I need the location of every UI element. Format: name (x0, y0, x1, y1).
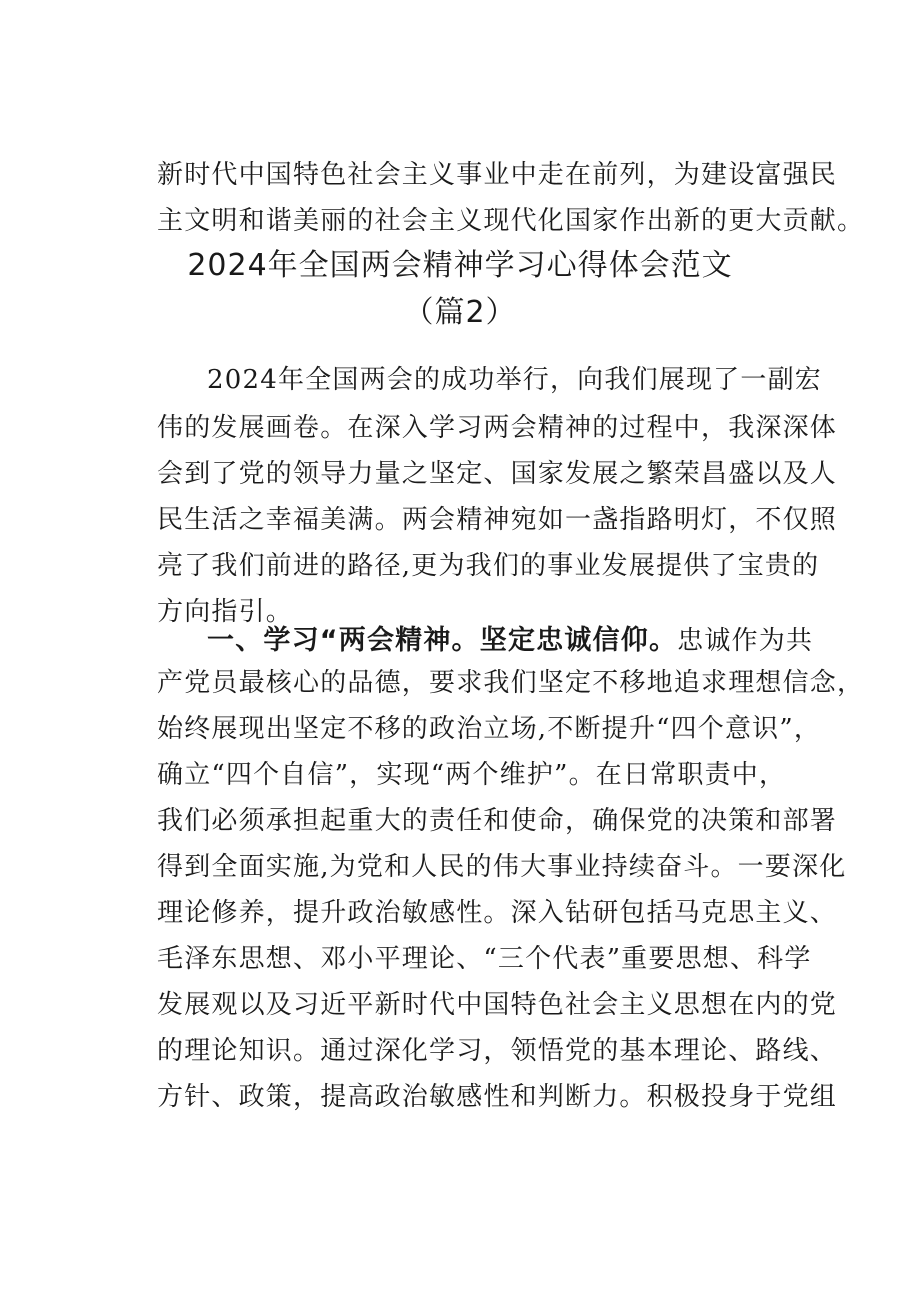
prev-section-line-1: 新时代中国特色社会主义事业中走在前列，为建设富强民 (157, 160, 838, 190)
section1-line-8: 毛泽东思想、邓小平理论、“三个代表”重要思想、科学 (157, 944, 812, 974)
intro-line-2: 伟的发展画卷。在深入学习两会精神的过程中，我深深体 (157, 413, 838, 443)
section1-line-11: 方针、政策，提高政治敏感性和判断力。积极投身于党组 (157, 1082, 838, 1112)
section1-line-6: 得到全面实施,为党和人民的伟大事业持续奋斗。一要深化 (157, 852, 847, 882)
intro-line-5: 亮了我们前进的路径,更为我们的事业发展提供了宝贵的 (157, 551, 820, 581)
intro-line-3: 会到了党的领导力量之坚定、国家发展之繁荣昌盛以及人 (157, 459, 838, 489)
section1-line-3: 始终展现出坚定不移的政治立场,不断提升“四个意识”， (157, 714, 822, 744)
section1-line-7: 理论修养，提升政治敏感性。深入钻研包括马克思主义、 (157, 898, 838, 928)
article-subtitle: （篇2） (403, 295, 517, 330)
section1-line-2: 产党员最核心的品德，要求我们坚定不移地追求理想信念， (157, 668, 865, 698)
intro-line-1: 2024年全国两会的成功举行，向我们展现了一副宏 (207, 365, 822, 395)
section1-heading: 一、学习“两会精神。坚定忠诚信仰。 (207, 625, 678, 656)
section1-line-9: 发展观以及习近平新时代中国特色社会主义思想在内的党 (157, 990, 838, 1020)
section1-line-5: 我们必须承担起重大的责任和使命，确保党的决策和部署 (157, 806, 838, 836)
section1-line-4: 确立“四个自信”，实现“两个维护”。在日常职责中， (157, 760, 787, 790)
section1-first-line (207, 621, 814, 661)
intro-line-4: 民生活之幸福美满。两会精神宛如一盏指路明灯，不仅照 (157, 505, 838, 535)
prev-section-line-2: 主文明和谐美丽的社会主义现代化国家作出新的更大贡献。 (157, 206, 865, 236)
section1-first-line-text: 忠诚作为共 (677, 626, 814, 656)
article-title: 2024年全国两会精神学习心得体会范文 (187, 248, 733, 283)
section1-line-10: 的理论知识。通过深化学习，领悟党的基本理论、路线、 (157, 1036, 838, 1066)
intro-line-6: 方向指引。 (157, 597, 294, 627)
